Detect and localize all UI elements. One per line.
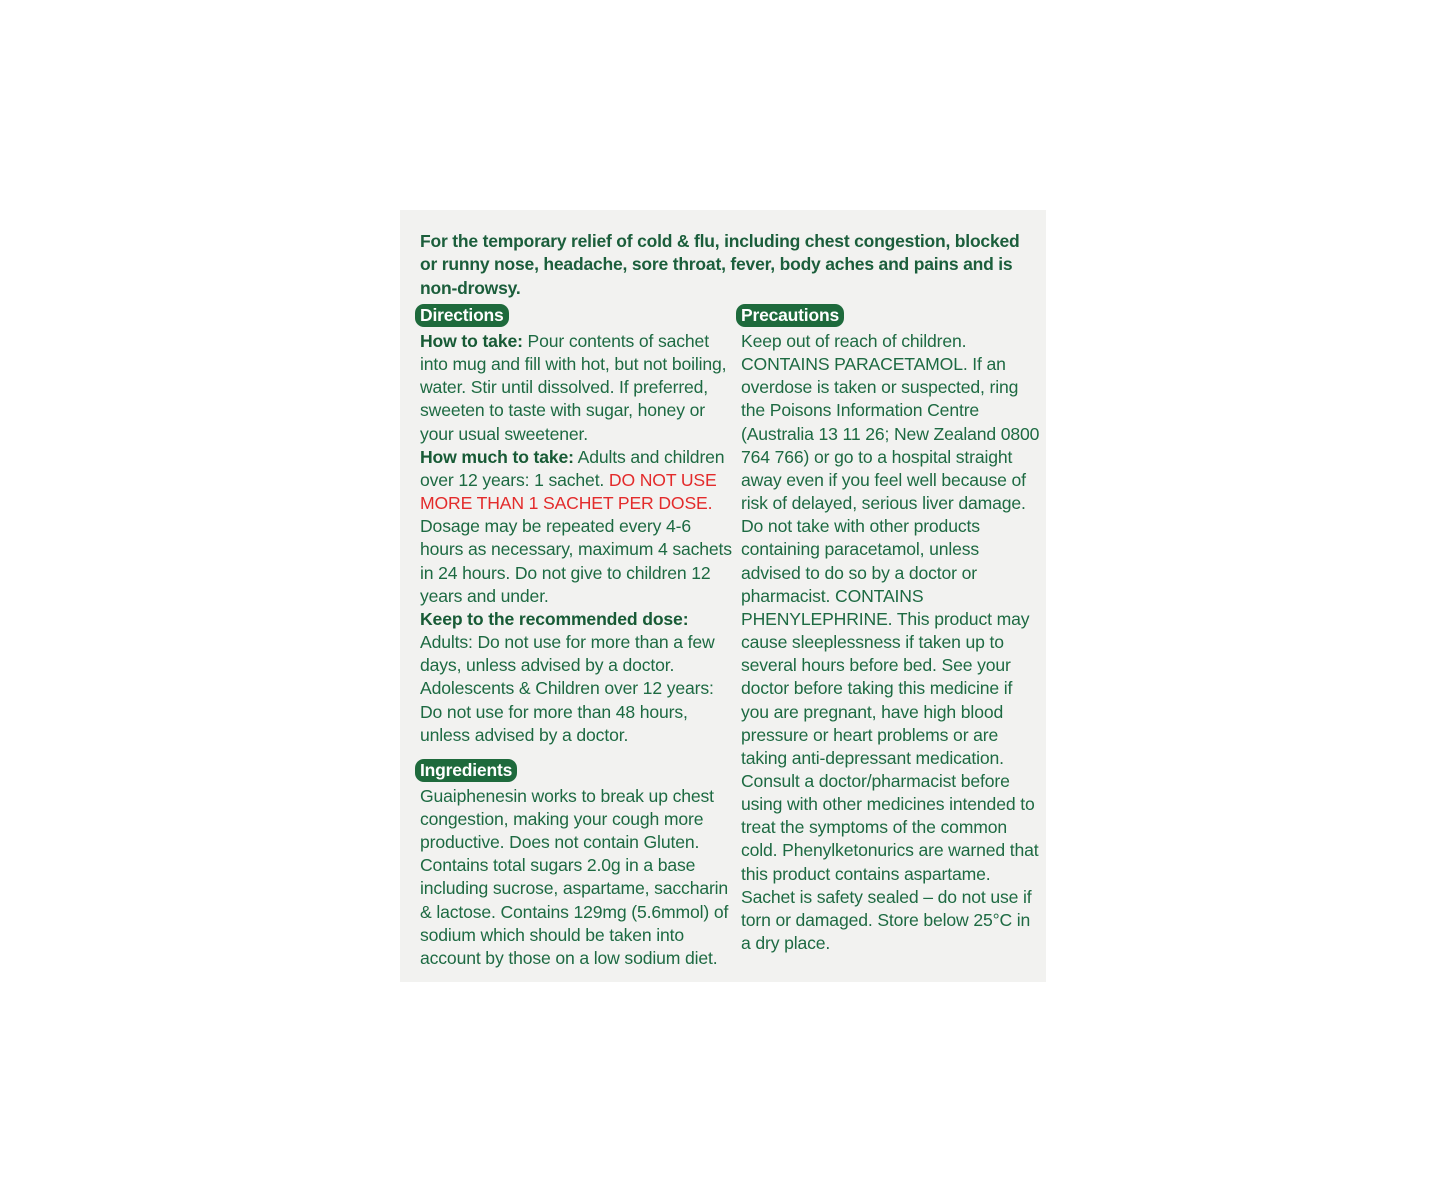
how-to-take-text: Pour contents of sachet into mug and fill with hot, but not boiling, water. Stir until dissolved. If preferred, sweeten to taste with sugar, honey or your usual sweetener. xyxy=(420,331,727,444)
directions-heading: Directions xyxy=(415,304,509,327)
dosage-text: Dosage may be repeated every 4-6 hours as necessary, maximum 4 sachets in 24 hours. Do not give to children 12 years and under. xyxy=(420,516,732,606)
adults-text: Adults: Do not use for more than a few days, unless advised by a doctor. xyxy=(420,632,715,676)
directions-body xyxy=(420,330,738,747)
how-much-text: Adults and children over 12 years: 1 sachet. xyxy=(420,446,725,490)
ingredients-section xyxy=(420,759,738,970)
precautions-text: Keep out of reach of children. CONTAINS PARACETAMOL. If an overdose is taken or suspected, ring the Poisons Information Centre (Australia 13 11 26; New Zealand 0800 764 766) or go to a hospital straight away even if you feel well because of risk of delayed, serious liver damage. Do not take with other products containing paracetamol, unless advised to do so by a doctor or pharmacist. CONTAINS PHENYLEPHRINE. This product may cause sleeplessness if taken up to several hours before bed. See your doctor before taking this medicine if you are pregnant, have high blood pressure or heart problems or are taking anti-depressant medication. Consult a doctor/pharmacist before using with other medicines intended to treat the symptoms of the common cold. Phenylketonurics are warned that this product contains aspartame. Sachet is safety sealed – do not use if torn or damaged. Store below 25°C in a dry place. xyxy=(741,331,1040,954)
adolescents-text: Adolescents & Children over 12 years: Do not use for more than 48 hours, unless advised by a doctor. xyxy=(420,678,714,745)
dose-warning: DO NOT USE MORE THAN 1 SACHET PER DOSE. xyxy=(420,469,717,514)
how-to-take-label: How to take: xyxy=(420,331,523,351)
keep-dose-label: Keep to the recommended dose: xyxy=(420,608,689,629)
intro-text: For the temporary relief of cold & flu, including chest congestion, blocked or runny nose, headache, sore throat, fever, body aches and pains and is non-drowsy. xyxy=(420,231,1020,298)
left-column xyxy=(420,304,738,970)
ingredients-heading: Ingredients xyxy=(415,759,517,782)
label-panel xyxy=(400,210,1046,982)
ingredients-text: Guaiphenesin works to break up chest congestion, making your cough more productive. Does not contain Gluten. Contains total sugars 2.0g in a base including sucrose, aspartame, saccharin & lactose. Contains 129mg (5.6mmol) of sodium which should be taken into account by those on a low sodium diet. xyxy=(420,785,729,968)
how-much-label: How much to take: xyxy=(420,446,574,467)
right-column xyxy=(741,304,1041,955)
precautions-heading: Precautions xyxy=(736,304,844,327)
